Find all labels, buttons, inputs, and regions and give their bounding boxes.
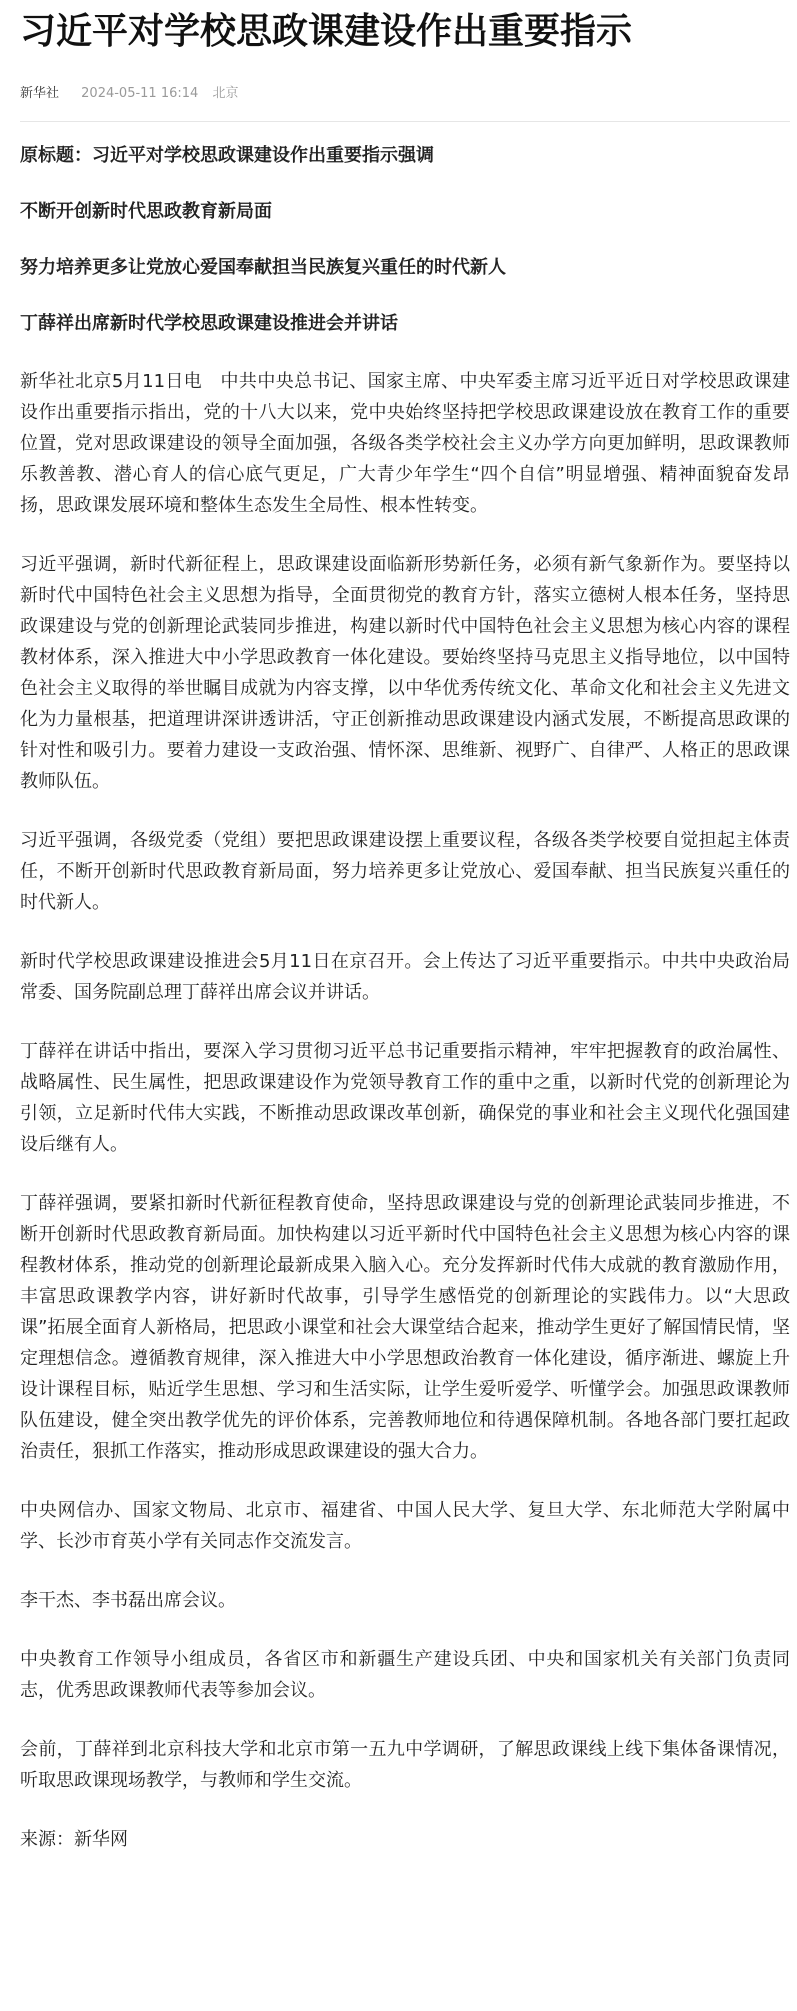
paragraph: 中央网信办、国家文物局、北京市、福建省、中国人民大学、复旦大学、东北师范大学附属中学、长沙市育英小学有关同志作交流发言。 (20, 1500, 790, 1552)
paragraph: 丁薛祥在讲话中指出，要深入学习贯彻习近平总书记重要指示精神，牢牢把握教育的政治属性、战略属性、民生属性，把思政课建设作为党领导教育工作的重中之重，以新时代党的创新理论为引领，立足新时代伟大实践，不断推动思政课改革创新，确保党的事业和社会主义现代化强国建设后继有人。 (20, 1041, 790, 1155)
article-title: 习近平对学校思政课建设作出重要指示 (20, 11, 633, 52)
subtitle-headline-2: 努力培养更多让党放心爱国奉献担当民族复兴重任的时代新人 (20, 257, 506, 278)
paragraph: 李干杰、李书磊出席会议。 (20, 1590, 236, 1611)
subtitle-headline-1: 不断开创新时代思政教育新局面 (20, 201, 272, 222)
paragraph: 习近平强调，新时代新征程上，思政课建设面临新形势新任务，必须有新气象新作为。要坚持以新时代中国特色社会主义思想为指导，全面贯彻党的教育方针，落实立德树人根本任务，坚持思政课建设与党的创新理论武装同步推进，构建以新时代中国特色社会主义思想为核心内容的课程教材体系，深入推进大中小学思政教育一体化建设。要始终坚持马克思主义指导地位，以中国特色社会主义取得的举世瞩目成就为内容支撑，以中华优秀传统文化、革命文化和社会主义先进文化为力量根基，把道理讲深讲透讲活，守正创新推动思政课建设内涵式发展，不断提高思政课的针对性和吸引力。要着力建设一支政治强、情怀深、思维新、视野广、自律严、人格正的思政课教师队伍。 (20, 554, 790, 792)
article-meta (20, 85, 780, 103)
meta-divider (20, 121, 790, 122)
meta-source[interactable]: 新华社 (20, 86, 60, 101)
paragraph: 新华社北京5月11日电 中共中央总书记、国家主席、中央军委主席习近平近日对学校思政课建设作出重要指示指出，党的十八大以来，党中央始终坚持把学校思政课建设放在教育工作的重要位置，党对思政课建设的领导全面加强，各级各类学校社会主义办学方向更加鲜明，思政课教师乐教善教、潜心育人的信心底气更足，广大青少年学生“四个自信”明显增强、精神面貌奋发昂扬，思政课发展环境和整体生态发生全局性、根本性转变。 (20, 371, 790, 516)
paragraph: 丁薛祥强调，要紧扣新时代新征程教育使命，坚持思政课建设与党的创新理论武装同步推进，不断开创新时代思政教育新局面。加快构建以习近平新时代中国特色社会主义思想为核心内容的课程教材体系，推动党的创新理论最新成果入脑入心。充分发挥新时代伟大成就的教育激励作用，丰富思政课教学内容，讲好新时代故事，引导学生感悟党的创新理论的实践伟力。以“大思政课”拓展全面育人新格局，把思政小课堂和社会大课堂结合起来，推动学生更好了解国情民情，坚定理想信念。遵循教育规律，深入推进大中小学思想政治教育一体化建设，循序渐进、螺旋上升设计课程目标，贴近学生思想、学习和生活实际，让学生爱听爱学、听懂学会。加强思政课教师队伍建设，健全突出教学优先的评价体系，完善教师地位和待遇保障机制。各地各部门要扛起政治责任，狠抓工作落实，推动形成思政课建设的强大合力。 (20, 1193, 790, 1462)
subtitle-headline-3: 丁薛祥出席新时代学校思政课建设推进会并讲话 (20, 313, 398, 334)
article-body (20, 142, 790, 1855)
paragraph: 中央教育工作领导小组成员，各省区市和新疆生产建设兵团、中央和国家机关有关部门负责同志，优秀思政课教师代表等参加会议。 (20, 1649, 790, 1701)
paragraph: 会前，丁薛祥到北京科技大学和北京市第一五九中学调研，了解思政课线上线下集体备课情况，听取思政课现场教学，与教师和学生交流。 (20, 1739, 790, 1791)
meta-location: 北京 (212, 86, 239, 101)
article-source-line: 来源：新华网 (20, 1829, 128, 1850)
meta-time: 2024-05-11 16:14 (81, 86, 199, 101)
paragraph: 新时代学校思政课建设推进会5月11日在京召开。会上传达了习近平重要指示。中共中央政治局常委、国务院副总理丁薛祥出席会议并讲话。 (20, 951, 790, 1003)
subtitle-original-title: 原标题：习近平对学校思政课建设作出重要指示强调 (20, 145, 434, 166)
paragraph: 习近平强调，各级党委（党组）要把思政课建设摆上重要议程，各级各类学校要自觉担起主体责任，不断开创新时代思政教育新局面，努力培养更多让党放心、爱国奉献、担当民族复兴重任的时代新人。 (20, 830, 790, 913)
